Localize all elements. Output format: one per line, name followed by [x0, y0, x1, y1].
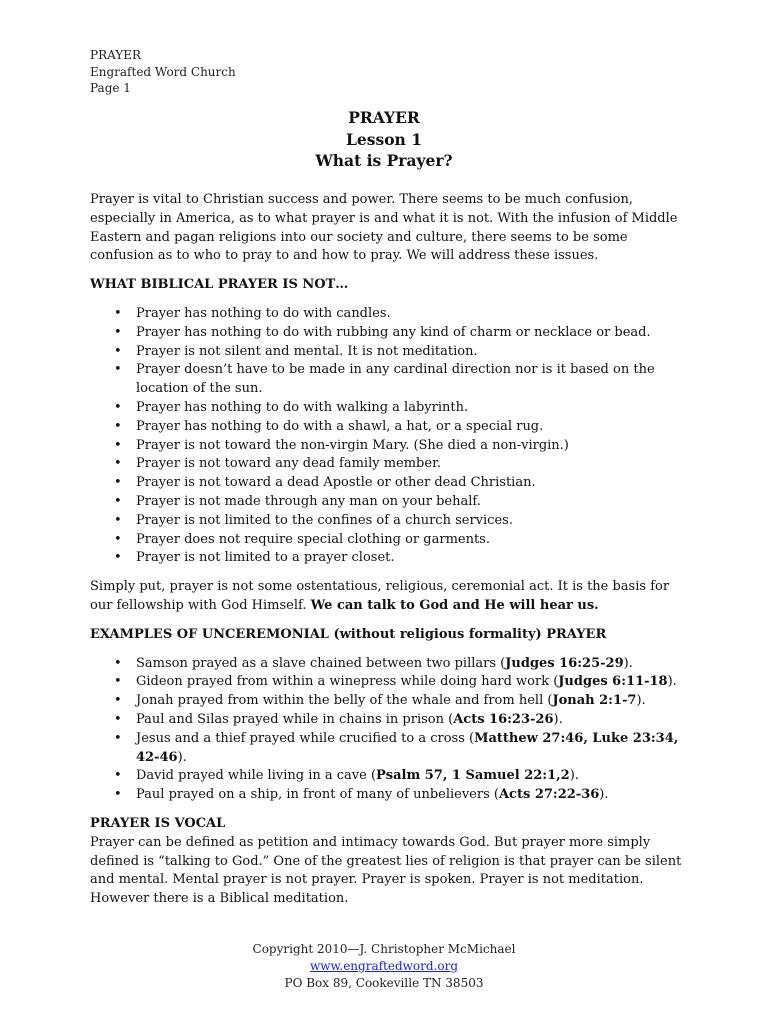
- postal-address: PO Box 89, Cookeville TN 38503: [284, 976, 484, 990]
- summary-bold: We can talk to God and He will hear us.: [310, 597, 599, 613]
- list-item: • Paul and Silas prayed while in chains in prison (Acts 16:23-26).: [90, 711, 690, 730]
- scripture-ref: Matthew 27:46, Luke 23:34, 42-46: [136, 730, 679, 765]
- intro-paragraph: Prayer is vital to Christian success and power. There seems to be much confusion, especially in America, as to what prayer is and what it is not. With the infusion of Middle Eastern and pagan religions into our society and culture, there seems to be some confusion as to who to pray to and how to pray. We will address these issues.: [90, 192, 678, 264]
- list-item: • Jonah prayed from within the belly of the whale and from hell (Jonah 2:1-7).: [90, 692, 690, 711]
- document-title: PRAYER: [348, 108, 420, 127]
- vocal-paragraph: Prayer can be defined as petition and intimacy towards God. But prayer more simply defined is “talking to God.” One of the greatest lies of religion is that prayer can be silent and mental. Mental prayer is not prayer. Prayer is spoken. Prayer is not meditation. However there is a Biblical meditation.: [90, 834, 682, 907]
- scripture-ref: Psalm 57, 1 Samuel 22:1,2: [376, 768, 570, 784]
- copyright-text: Copyright 2010—J. Christopher McMichael: [252, 942, 516, 956]
- list-item: • Prayer has nothing to do with a shawl, a hat, or a special rug.: [90, 418, 690, 437]
- scripture-ref: Judges 16:25-29: [505, 655, 624, 671]
- examples-list: [90, 655, 690, 805]
- list-item: • Paul prayed on a ship, in front of many of unbelievers (Acts 27:22-36).: [90, 786, 690, 805]
- lesson-number: Lesson 1: [345, 129, 422, 149]
- scripture-ref: Judges 6:11-18: [558, 674, 668, 690]
- list-item: • Prayer is not made through any man on your behalf.: [90, 493, 690, 512]
- page-footer: [0, 941, 768, 992]
- list-item: • Prayer has nothing to do with walking a labyrinth.: [90, 399, 690, 418]
- title-block: [0, 107, 768, 172]
- list-item: • Prayer is not silent and mental. It is not meditation.: [90, 343, 690, 362]
- list-item: • Samson prayed as a slave chained between two pillars (Judges 16:25-29).: [90, 655, 690, 674]
- header-page-number: Page 1: [90, 81, 131, 95]
- list-item: • Prayer does not require special clothing or garments.: [90, 531, 690, 550]
- summary-paragraph: [90, 578, 690, 616]
- scripture-ref: Acts 16:23-26: [453, 711, 554, 727]
- list-item: • Prayer is not limited to the confines of a church services.: [90, 512, 690, 531]
- page-header: [90, 47, 236, 97]
- scripture-ref: Jonah 2:1-7: [552, 693, 637, 709]
- list-item: • Prayer doesn’t have to be made in any cardinal direction nor is it based on the location of the sun.: [90, 361, 690, 399]
- header-church: Engrafted Word Church: [90, 64, 236, 79]
- list-item: • Gideon prayed from within a winepress while doing hard work (Judges 6:11-18).: [90, 673, 690, 692]
- summary-text: Simply put, prayer is not some ostentatious, religious, ceremonial act. It is the basis for our fellowship with God Himself.: [90, 579, 670, 613]
- section-heading-vocal: PRAYER IS VOCAL: [90, 815, 226, 831]
- list-item: • Prayer has nothing to do with rubbing any kind of charm or necklace or bead.: [90, 324, 690, 343]
- section-heading-not: WHAT BIBLICAL PRAYER IS NOT…: [90, 277, 349, 293]
- not-list: [90, 305, 690, 568]
- list-item: • Prayer is not toward the non-virgin Mary. (She died a non-virgin.): [90, 437, 690, 456]
- list-item: • Prayer is not toward a dead Apostle or other dead Christian.: [90, 474, 690, 493]
- section-heading-examples: EXAMPLES OF UNCEREMONIAL (without religious formality) PRAYER: [90, 626, 607, 642]
- lesson-title: What is Prayer?: [315, 151, 453, 170]
- scripture-ref: Acts 27:22-36: [498, 787, 600, 803]
- list-item: • Prayer is not toward any dead family member.: [90, 455, 690, 474]
- list-item: • Jesus and a thief prayed while crucified to a cross (Matthew 27:46, Luke 23:34, 42-46).: [90, 730, 690, 768]
- list-item: • Prayer is not limited to a prayer closet.: [90, 549, 690, 568]
- list-item: • Prayer has nothing to do with candles.: [90, 305, 690, 324]
- document-body: [90, 191, 690, 909]
- website-link[interactable]: www.engraftedword.org: [309, 959, 459, 973]
- list-item: • David prayed while living in a cave (Psalm 57, 1 Samuel 22:1,2).: [90, 767, 690, 786]
- header-title: PRAYER: [90, 48, 142, 62]
